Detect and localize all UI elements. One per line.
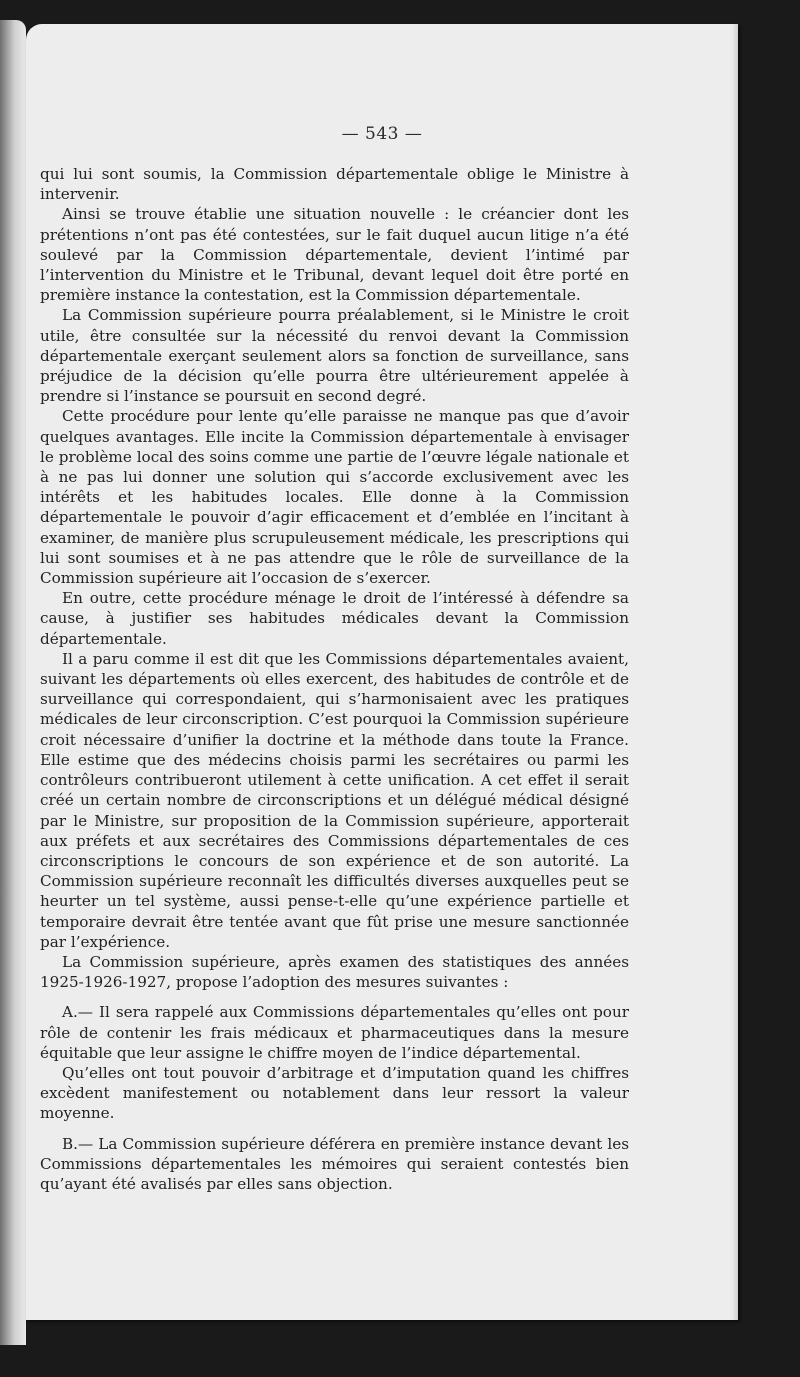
paragraph: Ainsi se trouve établie une situation nouvelle : le créancier dont les prétentions n’ont pas été contestées, sur le fait duquel aucun litige n’a été soulevé par la Commission départementale, devient l’intimé par l’intervention du Ministre et le Tribunal, devant lequel doit être porté en première instance la contestation, est la Commission départementale. [40,205,629,305]
paragraph: Il a paru comme il est dit que les Commissions départementales avaient, suivant les départements où elles exercent, des habitudes de contrôle et de surveillance qui correspondaient, qui s’harmonisaient avec les pratiques médicales de leur circonscription. C’est pourquoi la Commission supérieure croit nécessaire d’unifier la doctrine et la méthode dans toute la France. Elle estime que des médecins choisis parmi les secrétaires ou parmi les contrôleurs contribueront utilement à cette unification. A cet effet il serait créé un certain nombre de circonscriptions et un délégué médical désigné par le Ministre, sur proposition de la Commission supérieure, apporterait aux préfets et aux secrétaires des Commissions départementales de ces circonscriptions le concours de son expérience et de son autorité. La Commission supérieure reconnaît les difficultés diverses auxquelles peut se heurter un tel système, aussi pense-t-elle qu’une expérience partielle et temporaire devrait être tentée avant que fût prise une mesure sanctionnée par l’expérience. [40,649,629,951]
facing-page-edge [0,20,26,1345]
body-text [40,164,629,1194]
page-number: — 543 — [341,124,423,144]
paragraph: Qu’elles ont tout pouvoir d’arbitrage et d’imputation quand les chiffres excèdent manifestement ou notablement dans leur ressort la valeur moyenne. [40,1063,629,1123]
paragraph: En outre, cette procédure ménage le droit de l’intéressé à défendre sa cause, à justifier ses habitudes médicales devant la Commission départementale. [40,589,629,648]
measure-b: B.— La Commission supérieure déférera en première instance devant les Commissions départementales les mémoires qui seraient contestés bien qu’ayant été avalisés par elles sans objection. [40,1134,629,1193]
document-page [26,24,738,1320]
paragraph: La Commission supérieure, après examen des statistiques des années 1925-1926-1927, propose l’adoption des mesures suivantes : [40,952,629,992]
paragraph: Cette procédure pour lente qu’elle paraisse ne manque pas que d’avoir quelques avantages. Elle incite la Commission départementale à envisager le problème local des soins comme une partie de l’œuvre légale nationale et à ne pas lui donner une solution qui s’accorde exclusivement avec les intérêts et les habitudes locales. Elle donne à la Commission départementale le pouvoir d’agir efficacement et d’emblée en l’incitant à examiner, de manière plus scrupuleusement médicale, les prescriptions qui lui sont soumises et à ne pas attendre que le rôle de surveillance de la Commission supérieure ait l’occasion de s’exercer. [40,407,629,588]
measure-a: A.— Il sera rappelé aux Commissions départementales qu’elles ont pour rôle de contenir les frais médicaux et pharmaceutiques dans la mesure équitable que leur assigne le chiffre moyen de l’indice départemental. [40,1003,629,1062]
paragraph: La Commission supérieure pourra préalablement, si le Ministre le croit utile, être consultée sur la nécessité du renvoi devant la Commission départementale exerçant seulement alors sa fonction de surveillance, sans préjudice de la décision qu’elle pourra être ultérieurement appelée à prendre si l’instance se poursuit en second degré. [40,306,629,406]
paragraph: qui lui sont soumis, la Commission départementale oblige le Ministre à intervenir. [40,165,629,204]
